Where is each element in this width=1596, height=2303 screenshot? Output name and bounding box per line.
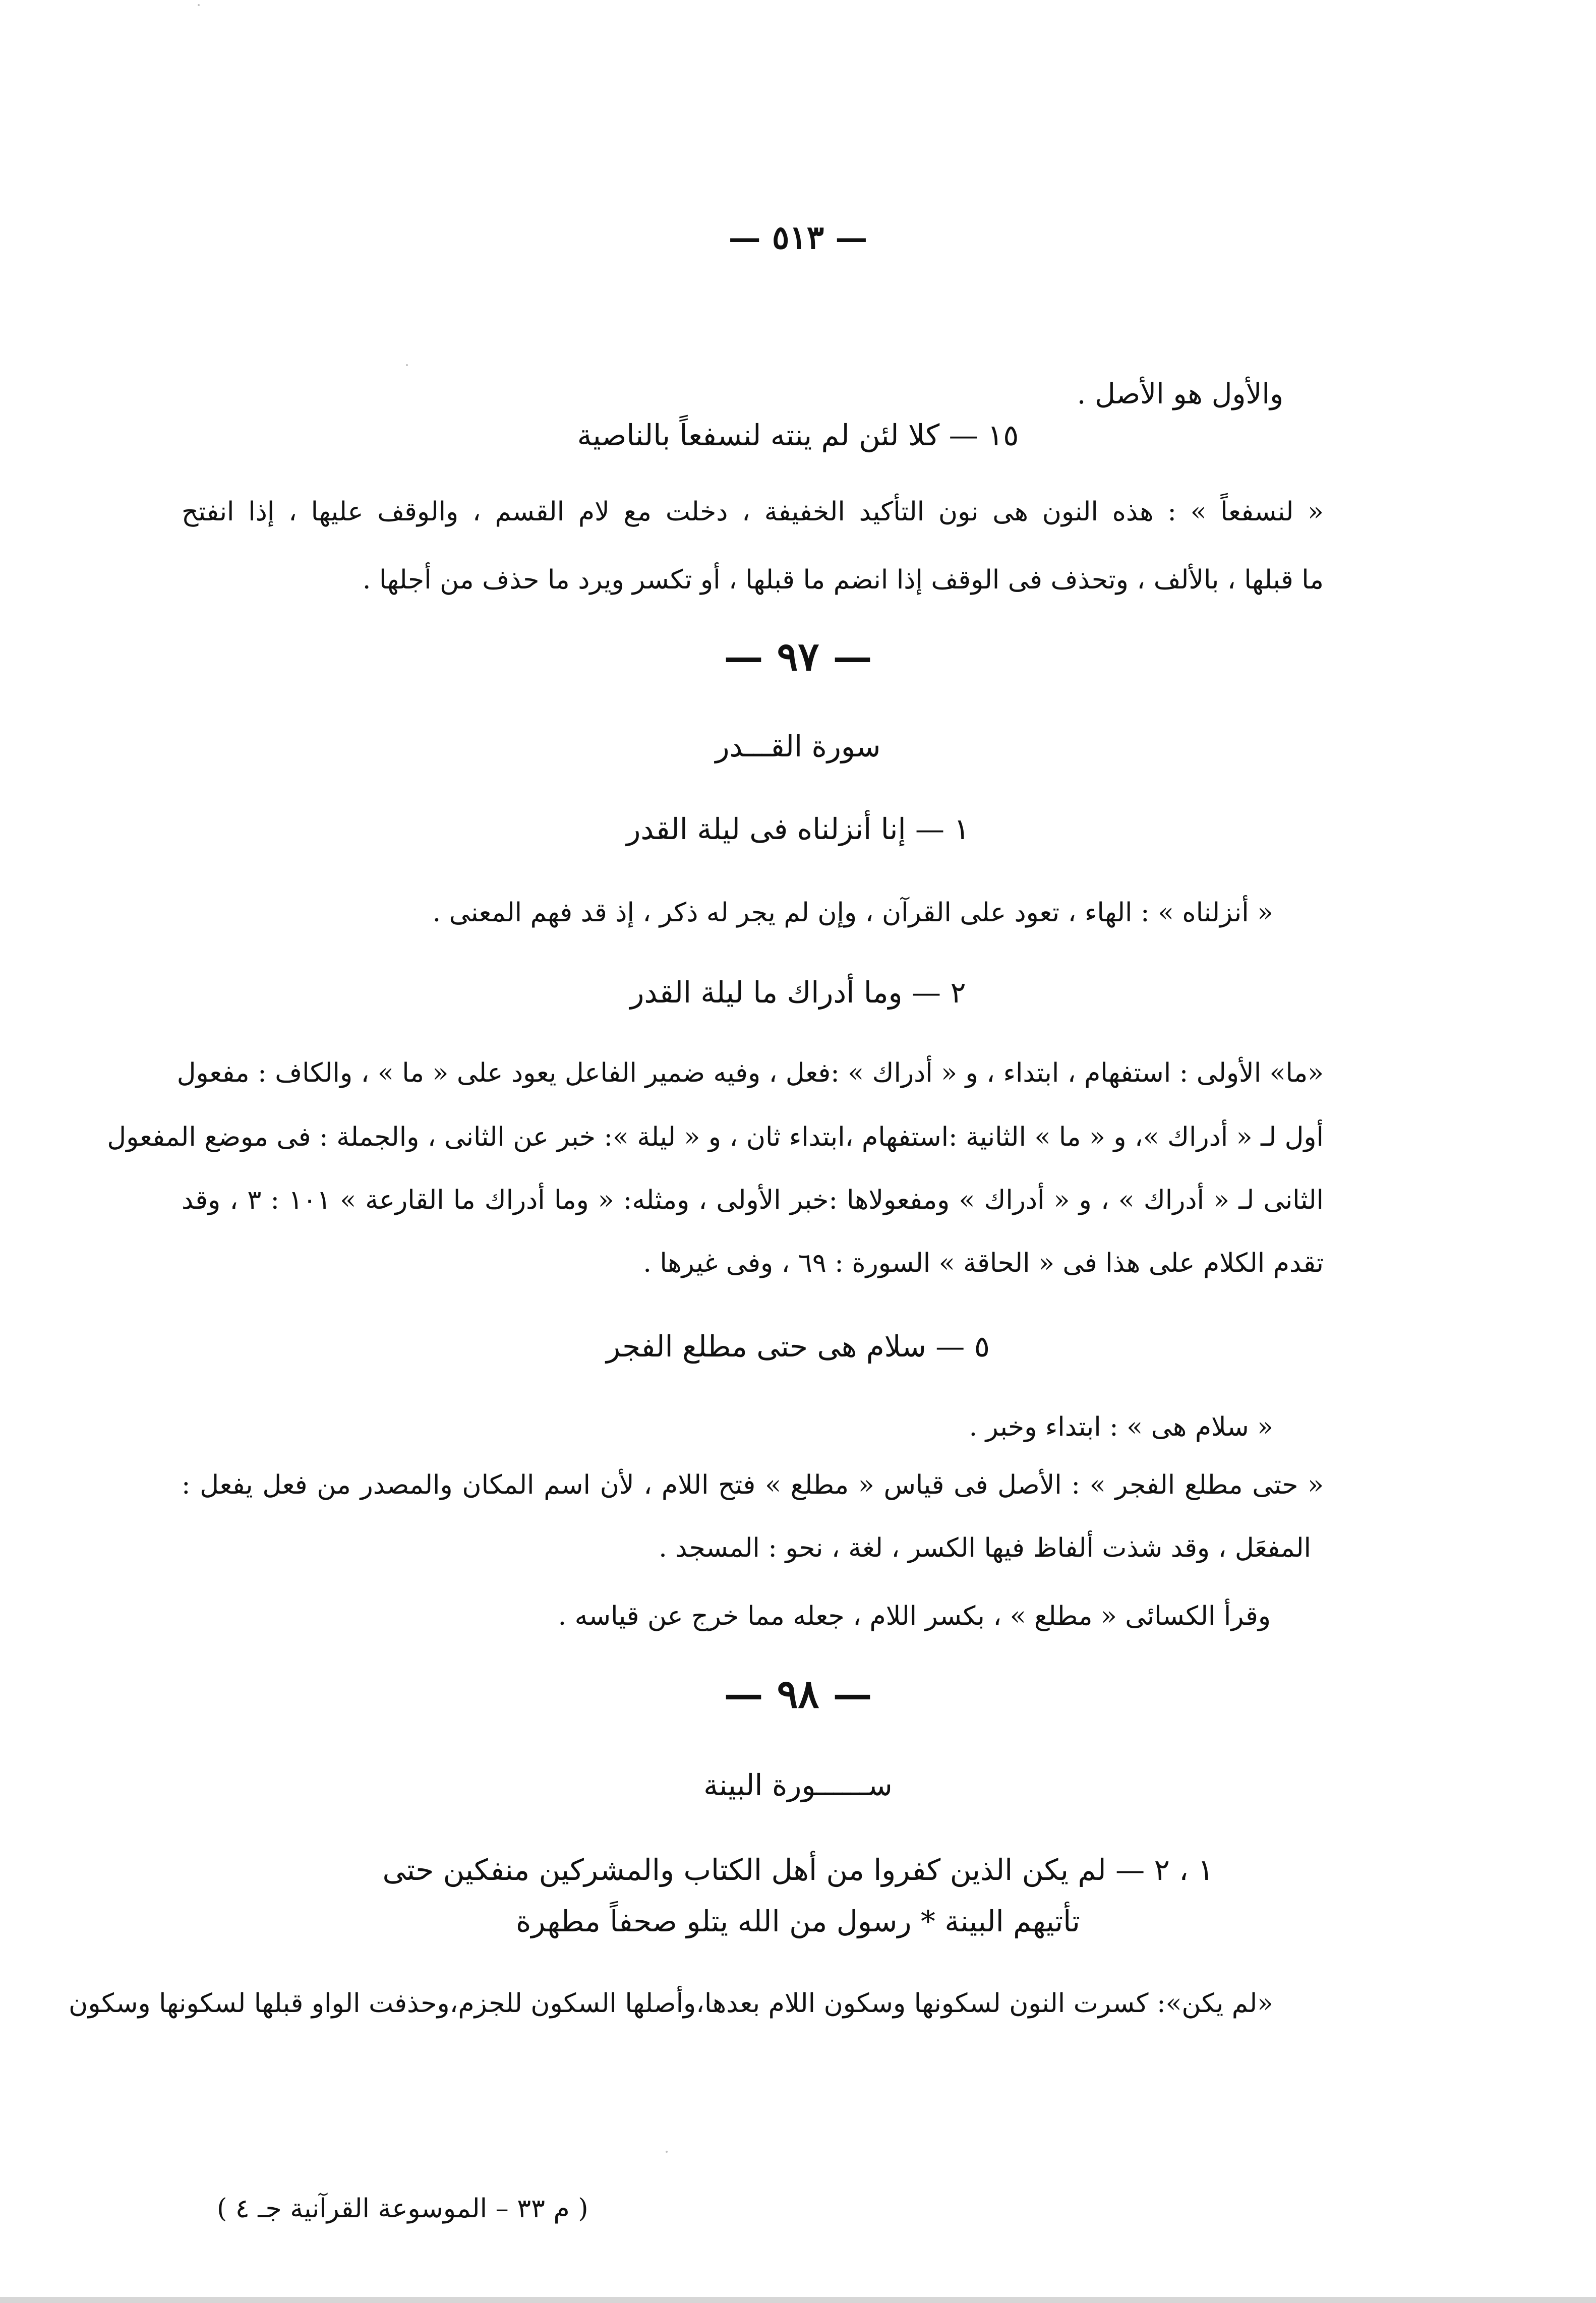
text-line: أول لـ « أدراك »، و « ما » الثانية :استفهام ،ابتداء ثان ، و « ليلة »: خبر عن الثانى ، والجملة : فى موضع المفعول (107, 1122, 1324, 1152)
scan-speck (666, 2151, 668, 2153)
verse-line: ١ — إنا أنزلناه فى ليلة القدر (626, 812, 970, 846)
page-footer: ( م ٣٣ – الموسوعة القرآنية جـ ٤ ) (217, 2194, 588, 2224)
page-number: — ٥١٣ — (728, 219, 868, 257)
verse-line: ١ ، ٢ — لم يكن الذين كفروا من أهل الكتاب والمشركين منفكين حتى (382, 1853, 1214, 1887)
scan-speck (198, 4, 200, 6)
text-line: « حتى مطلع الفجر » : الأصل فى قياس « مطلع » فتح اللام ، لأن اسم المكان والمصدر من فعل يفعل : (182, 1470, 1324, 1500)
text-line: « أنزلناه » : الهاء ، تعود على القرآن ، وإن لم يجر له ذكر ، إذ قد فهم المعنى . (432, 898, 1273, 928)
section-number: — ٩٨ — (724, 1671, 872, 1717)
text-line: ما قبلها ، بالألف ، وتحذف فى الوقف إذا انضم ما قبلها ، أو تكسر ويرد ما حذف من أجلها . (362, 565, 1324, 595)
text-line: تقدم الكلام على هذا فى « الحاقة » السورة : ٦٩ ، وفى غيرها . (643, 1248, 1324, 1278)
text-line: « سلام هى » : ابتداء وخبر . (969, 1412, 1273, 1442)
text-line: «لم يكن»: كسرت النون لسكونها وسكون اللام بعدها،وأصلها السكون للجزم،وحذفت الواو قبلها لسكونها وسكون (69, 1988, 1273, 2019)
section-number: — ٩٧ — (724, 634, 872, 680)
verse-line: ٢ — وما أدراك ما ليلة القدر (630, 975, 966, 1010)
verse-line: تأتيهم البينة * رسول من الله يتلو صحفاً مطهرة (516, 1904, 1080, 1938)
verse-line: ١٥ — كلا لئن لم ينته لنسفعاً بالناصية (577, 418, 1019, 452)
scan-bottom-edge (0, 2297, 1596, 2303)
text-line: المفعَل ، وقد شذت ألفاظ فيها الكسر ، لغة ، نحو : المسجد . (659, 1533, 1311, 1563)
scan-speck (406, 364, 408, 366)
surah-title: ســــــورة البينة (703, 1768, 893, 1802)
verse-line: ٥ — سلام هى حتى مطلع الفجر (606, 1329, 990, 1364)
surah-title: سورة القـــدر (715, 729, 881, 763)
text-line: والأول هو الأصل . (1077, 378, 1283, 410)
text-line: « لنسفعاً » : هذه النون هى نون التأكيد الخفيفة ، دخلت مع لام القسم ، والوقف عليها ، إذا انفتح (182, 497, 1324, 527)
text-line: «ما» الأولى : استفهام ، ابتداء ، و « أدراك » :فعل ، وفيه ضمير الفاعل يعود على « ما » ، والكاف : مفعول (176, 1058, 1324, 1088)
text-line: وقرأ الكسائى « مطلع » ، بكسر اللام ، جعله مما خرج عن قياسه . (558, 1601, 1271, 1631)
text-line: الثانى لـ « أدراك » ، و « أدراك » ومفعولاها :خبر الأولى ، ومثله: « وما أدراك ما القارعة » ١٠١ : ٣ ، وقد (182, 1185, 1324, 1215)
